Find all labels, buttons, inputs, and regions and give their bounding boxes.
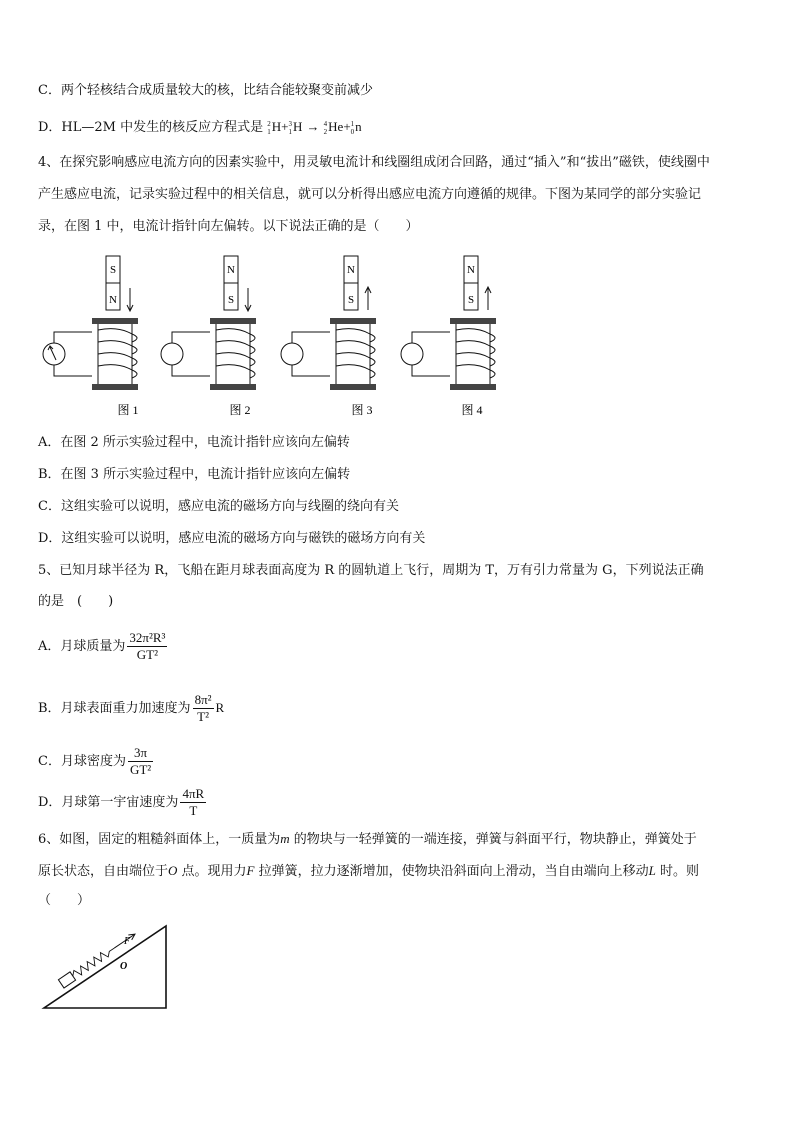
q5-stem-line-2: 的是 ( ) bbox=[38, 594, 114, 609]
fig1-bottom-pole: N bbox=[109, 294, 117, 306]
fraction-moon-mass: $\frac{\text{32π²R³}}{\text{GT²}}$ bbox=[129, 630, 166, 662]
force-label-F: F bbox=[124, 936, 131, 947]
q5-option-a: A．月球质量为 $\frac{\text{32π²R³}}{\text{GT²}}$ bbox=[38, 630, 166, 662]
nuclide-neutron: 1 0 n bbox=[350, 119, 362, 137]
q4-option-c: C．这组实验可以说明，感应电流的磁场方向与线圈的绕向有关 bbox=[38, 499, 399, 514]
fig3-top-pole: N bbox=[347, 264, 355, 276]
q4-option-a: A．在图 2 所示实验过程中，电流计指针应该向左偏转 bbox=[38, 435, 350, 450]
figure-1 bbox=[43, 256, 139, 417]
induction-figures bbox=[0, 252, 794, 422]
fraction-moon-density: $\frac{3\pi}{\text{GT²}}$ bbox=[129, 745, 152, 777]
nuclide-helium: 4 2 He bbox=[323, 119, 344, 137]
fig2-bottom-pole: S bbox=[227, 294, 235, 306]
nuclide-tritium: 3 1 H bbox=[288, 119, 303, 137]
q5-option-c: C．月球密度为 $\frac{3\pi}{\text{GT²}}$ bbox=[38, 745, 152, 777]
q5-stem-line-1: 5、已知月球半径为 R，飞船在距月球表面高度为 R 的圆轨道上飞行，周期为 T，万有引力常量为 G，下列说法正确 bbox=[38, 563, 704, 578]
figure-2 bbox=[161, 256, 256, 417]
caption-fig-3: 图 3 bbox=[351, 403, 373, 417]
fig4-bottom-pole: S bbox=[467, 294, 475, 306]
caption-fig-4: 图 4 bbox=[461, 403, 483, 417]
point-label-O: O bbox=[120, 961, 128, 972]
q3-option-c: C．两个轻核结合成质量较大的核，比结合能较聚变前减少 bbox=[38, 83, 373, 98]
figure-4 bbox=[401, 256, 496, 417]
nuclide-deuterium: 2 1 H bbox=[267, 119, 282, 137]
caption-fig-2: 图 2 bbox=[229, 403, 251, 417]
plus-sign: + bbox=[281, 119, 289, 134]
incline-figure bbox=[38, 922, 178, 1017]
fig4-top-pole: N bbox=[467, 264, 475, 276]
fraction-surface-gravity: $\frac{\text{8π²}}{\text{T²}}$ bbox=[194, 692, 212, 724]
q3-option-d: D．HL—2M 中发生的核反应方程式是 2 1 H+ 3 1 H → 4 2 He+ 1 0 n bbox=[38, 119, 362, 137]
reaction-arrow: → bbox=[306, 119, 320, 134]
q4-stem-line-2: 产生感应电流，记录实验过程中的相关信息，就可以分析得出感应电流方向遵循的规律。下图为某同学的部分实验记 bbox=[38, 187, 702, 202]
q6-stem-line-1: 6、如图，固定的粗糙斜面体上，一质量为m 的物块与一轻弹簧的一端连接，弹簧与斜面平行，物块静止，弹簧处于 bbox=[38, 831, 697, 847]
q5-option-d: D．月球第一宇宙速度为 $\frac{4\pi R}{T}$ bbox=[38, 786, 205, 818]
q4-option-b: B．在图 3 所示实验过程中，电流计指针应该向左偏转 bbox=[38, 467, 351, 482]
q6-stem-line-3: （ ） bbox=[38, 893, 91, 908]
fig2-top-pole: N bbox=[227, 264, 235, 276]
q3-option-d-prefix: D．HL—2M 中发生的核反应方程式是 bbox=[38, 120, 268, 135]
q6-stem-line-2: 原长状态，自由端位于O 点。现用力F 拉弹簧，拉力逐渐增加，使物块沿斜面向上滑动，当自由端向上移动L 时。则 bbox=[38, 863, 700, 879]
q4-stem-line-1: 4、在探究影响感应电流方向的因素实验中，用灵敏电流计和线圈组成闭合回路，通过“插入”和“拔出”磁铁，使线圈中 bbox=[38, 155, 710, 170]
q4-option-d: D．这组实验可以说明，感应电流的磁场方向与磁铁的磁场方向有关 bbox=[38, 531, 426, 546]
q5-option-b: B．月球表面重力加速度为 $\frac{\text{8π²}}{\text{T²}}$ R bbox=[38, 692, 225, 724]
fraction-first-cosmic-velocity: $\frac{4\pi R}{T}$ bbox=[182, 786, 205, 818]
fig1-top-pole: S bbox=[109, 264, 117, 276]
figure-3 bbox=[281, 256, 376, 417]
caption-fig-1: 图 1 bbox=[117, 403, 139, 417]
fig3-bottom-pole: S bbox=[347, 294, 355, 306]
q4-stem-line-3: 录，在图 1 中，电流计指针向左偏转。以下说法正确的是（ ） bbox=[38, 219, 419, 234]
